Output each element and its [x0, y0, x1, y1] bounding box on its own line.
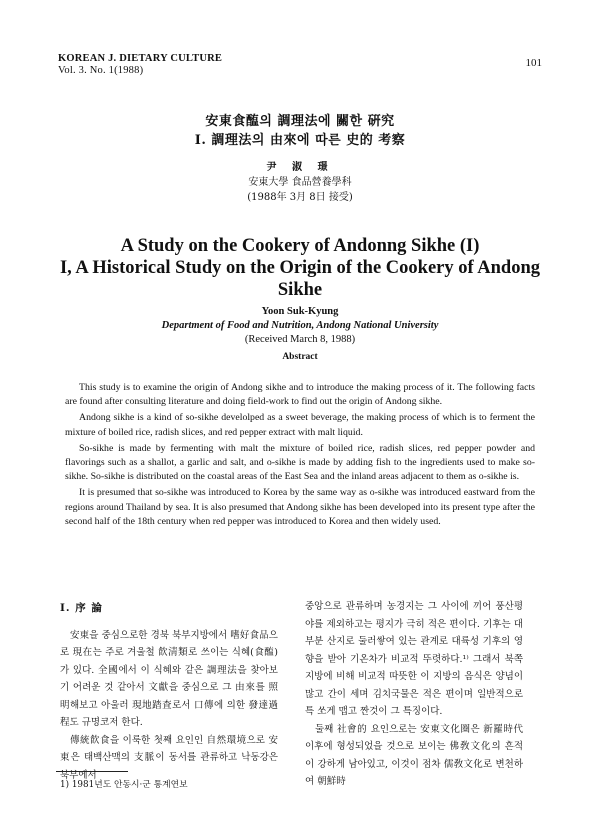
korean-title	[0, 112, 600, 150]
abstract-paragraph: It is presumed that so-sikhe was introduced to Korea by the same way as o-sikhe was introduced eastward from the regions around Thailand by sea. It is also presumed that Andong sikhe has been developed into its present type after the second half of the 18th century when red pepper was introduced to Korea and then widely used.	[65, 487, 535, 527]
english-department: Department of Food and Nutrition, Andong National University	[161, 320, 439, 331]
korean-author: 尹 淑 璟	[266, 162, 334, 173]
abstract-label: Abstract	[282, 352, 318, 362]
korean-affiliation: 安東大學 食品營養學科	[248, 177, 352, 188]
english-title-line1: A Study on the Cookery of Andonng Sikhe (I)	[120, 236, 480, 256]
korean-title-line2: I. 調理法의 由來에 따른 史的 考察	[194, 133, 406, 148]
english-author-block	[0, 305, 600, 347]
body-paragraph: 傳統飮食을 이룩한 첫째 요인인 自然環境으로 安東은 태백산맥의 支脈이 동서를 관류하고 낙동강은 북부에서	[60, 734, 278, 781]
body-paragraph: 중앙으로 관류하며 농경지는 그 사이에 끼어 풍산평야를 제외하고는 평지가 극히 적은 편이다. 기후는 대부분 산지로 둘러쌓여 있는 관계로 대륙성 기후의 영향을 받아 기온차가 비교적 뚜렷하다.¹⁾ 그래서 북쪽 지방에 비해 비교적 따뜻한 이 지방의 음식은 양념이 많고 간이 세며 김치국물은 적은 편이며 일반적으로 특 쏘게 맵고 짠것이 그 특징이다.	[305, 601, 523, 717]
korean-author-block	[0, 160, 600, 205]
abstract-paragraph: This study is to examine the origin of Andong sikhe and to introduce the making process of it. The following facts are found after consulting literature and doing field-work to find out the origin of Andong sikhe.	[65, 382, 535, 408]
body-column-right	[305, 598, 523, 791]
english-title-line2: I, A Historical Study on the Origin of the Cookery of Andong Sikhe	[59, 258, 540, 300]
english-title	[40, 235, 560, 301]
body-paragraph: 安東을 중심으로한 경북 북부지방에서 嗜好食品으로 現在는 주로 겨울철 飮淸類로 쓰이는 식혜(食醢)가 있다. 全國에서 이 식혜와 같은 調理法을 찾아보기 어려운 것 같아서 文獻을 중심으로 그 由來를 照明해보고 아울러 現地踏査로서 口傳에 의한 發達過程도 규명코저 한다.	[60, 629, 278, 728]
korean-title-line1: 安東食醢의 調理法에 關한 硏究	[205, 114, 395, 129]
footnote: 1) 1981년도 안동시·군 통계연보	[60, 780, 188, 790]
section-heading: I. 序 論	[60, 602, 103, 614]
journal-header	[58, 53, 222, 77]
english-received: (Received March 8, 1988)	[244, 334, 356, 345]
abstract-paragraph: Andong sikhe is a kind of so-sikhe develolped as a sweet beverage, the making process of which is to ferment the mixture of boiled rice, radish slices, and red pepper extract with malt liquid.	[65, 412, 535, 438]
korean-received: (1988年 3月 8日 接受)	[247, 192, 353, 203]
body-column-left	[60, 600, 278, 784]
page-number: 101	[525, 57, 542, 69]
abstract	[65, 381, 535, 531]
abstract-paragraph: So-sikhe is made by fermenting with malt the mixture of boiled rice, radish slices, red pepper powder and flavorings such as a shallot, a garlic and salt, and o-sikhe is made by adding fish to the ingredients used to make so-sikhe. So-sikhe is distributed on the coastal areas of the East Sea and the inland areas adjacent to them as o-sikhe is.	[65, 442, 535, 483]
journal-volume: Vol. 3. No. 1(1988)	[58, 65, 144, 76]
footnote-divider	[56, 771, 128, 772]
english-author: Yoon Suk-Kyung	[261, 306, 339, 317]
journal-name: KOREAN J. DIETARY CULTURE	[58, 53, 223, 64]
body-paragraph: 둘째 社會的 요인으로는 安東文化圈은 新羅時代 이후에 형성되었을 것으로 보이는 佛敎文化의 흔적이 강하게 남아있고, 이것이 점차 儒敎文化로 변천하여 朝鮮時	[305, 723, 523, 787]
